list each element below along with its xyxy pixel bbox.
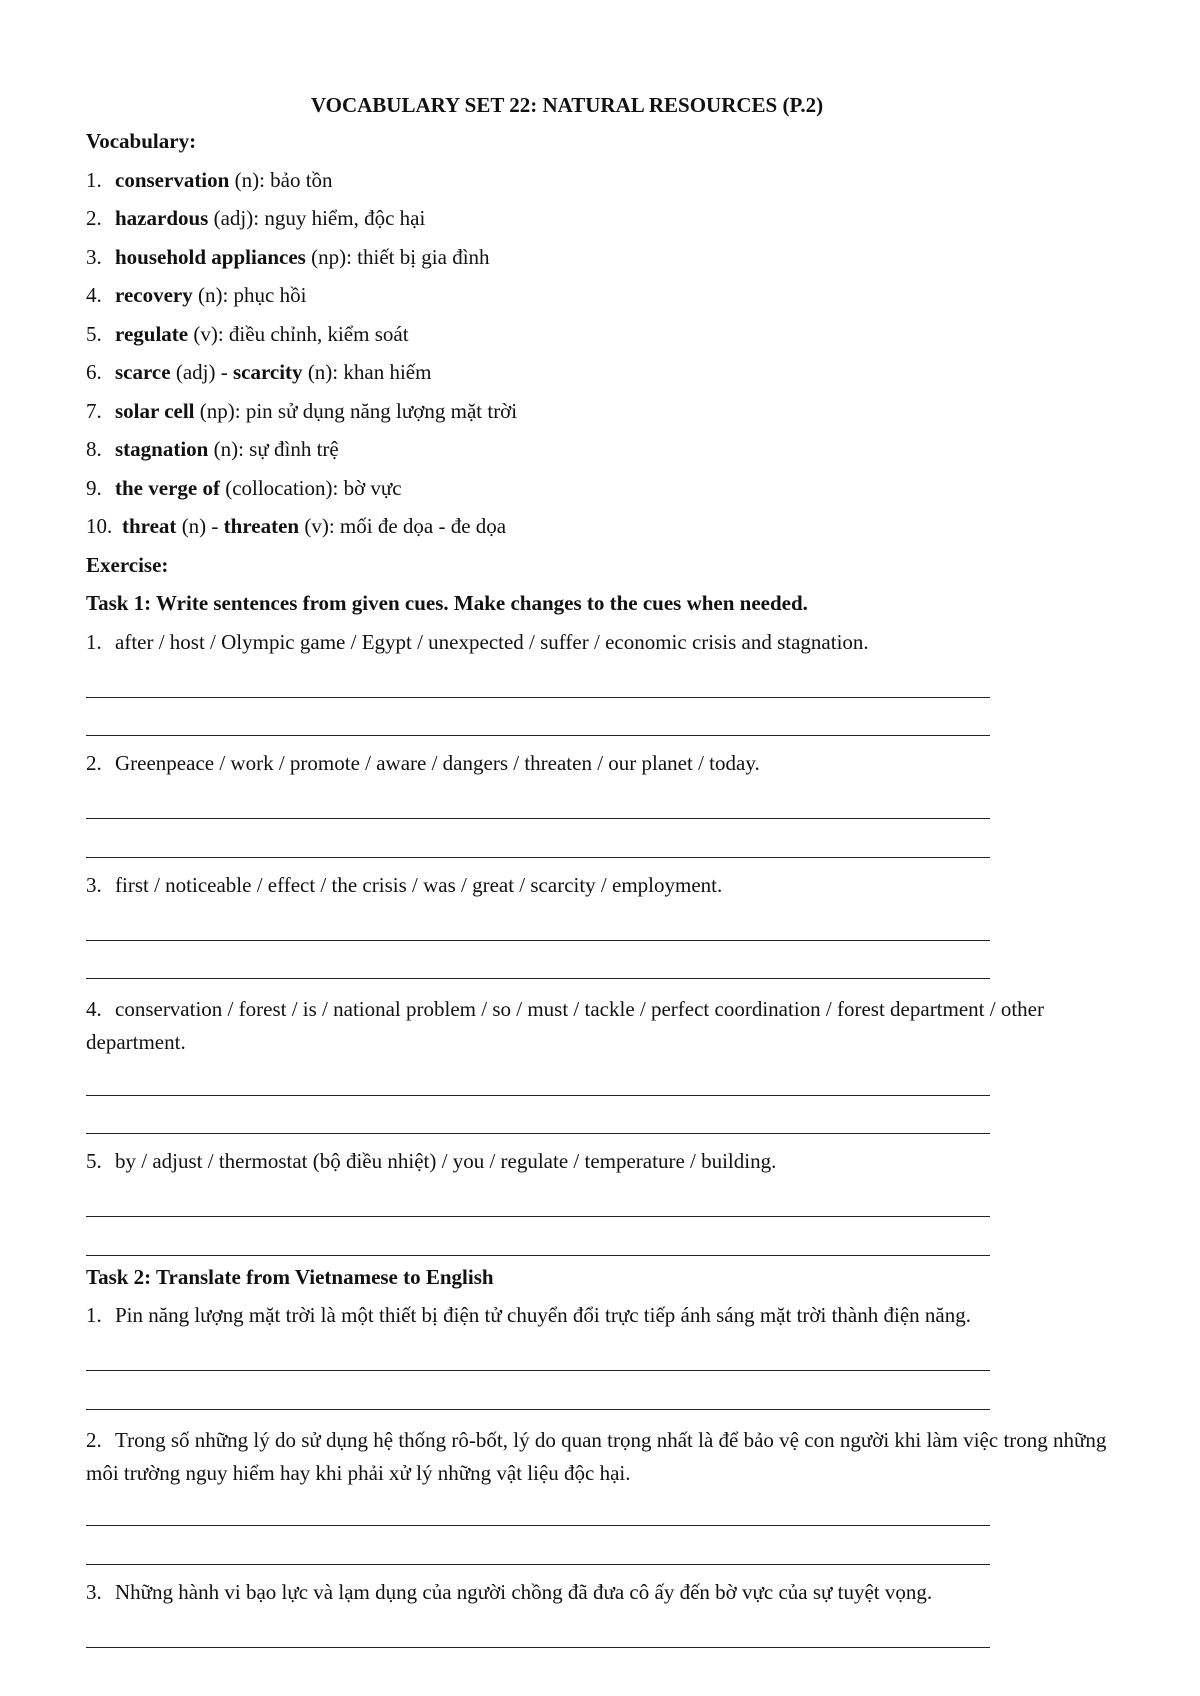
vocab-number: 9. (86, 475, 102, 500)
answer-line[interactable] (86, 1059, 990, 1098)
answer-line[interactable] (86, 904, 990, 943)
item-number: 1. (86, 629, 102, 654)
vocab-definition: (adj) - (170, 360, 233, 384)
vocab-number: 3. (86, 244, 102, 269)
answer-line[interactable] (86, 1181, 990, 1220)
vocab-term: scarcity (232, 360, 303, 384)
vocab-number: 7. (86, 398, 102, 423)
task2-item (86, 1573, 1126, 1650)
answer-line[interactable] (86, 943, 990, 982)
vocab-number: 2. (86, 206, 102, 230)
task2-item (86, 1418, 1126, 1567)
item-sentence: Pin năng lượng mặt trời là một thiết bị điện tử chuyển đổi trực tiếp ánh sáng mặt trời thành điện năng. (115, 1303, 971, 1327)
task1-item (86, 987, 1126, 1136)
item-sentence: Những hành vi bạo lực và lạm dụng của người chồng đã đưa cô ấy đến bờ vực của sự tuyệt vọng. (115, 1579, 933, 1604)
vocab-item (86, 392, 1126, 431)
item-number: 2. (86, 1427, 102, 1452)
item-number: 5. (86, 1149, 102, 1173)
vocab-term: regulate (115, 321, 189, 346)
answer-line[interactable] (86, 1611, 990, 1650)
vocab-item (86, 276, 1126, 315)
vocab-term: threat (122, 514, 177, 538)
vocab-item (86, 469, 1126, 508)
vocabulary-heading: Vocabulary: (86, 129, 197, 153)
answer-line[interactable] (86, 1528, 990, 1567)
vocab-term: scarce (115, 360, 171, 384)
answer-line[interactable] (86, 700, 990, 739)
item-number: 4. (86, 997, 102, 1021)
task1-item (86, 1142, 1126, 1258)
answer-line[interactable] (86, 1335, 990, 1374)
item-sentence: Trong số những lý do sử dụng hệ thống rô-bốt, lý do quan trọng nhất là để bảo vệ con người khi làm việc trong những môi trường nguy hiểm hay khi phải xử lý những vật liệu độc hại. (86, 1427, 1107, 1485)
vocab-term: stagnation (115, 437, 209, 461)
item-cue: first / noticeable / effect / the crisis / was / great / scarcity / employment. (115, 872, 723, 897)
vocab-number: 10. (86, 514, 113, 538)
vocab-number: 5. (86, 321, 102, 346)
vocab-definition: (v): điều chỉnh, kiểm soát (188, 321, 409, 346)
vocab-item (86, 238, 1126, 277)
answer-line[interactable] (86, 783, 990, 822)
vocab-definition: (np): thiết bị gia đình (305, 244, 490, 269)
vocab-number: 4. (86, 283, 102, 307)
vocab-term: recovery (115, 283, 193, 307)
task1-item (86, 866, 1126, 982)
vocab-term: hazardous (115, 206, 209, 230)
task2-heading: Task 2: Translate from Vietnamese to English (86, 1264, 494, 1289)
vocab-number: 1. (86, 167, 102, 192)
task2-item (86, 1296, 1126, 1412)
exercise-heading: Exercise: (86, 552, 169, 577)
vocab-definition: (n): phục hồi (192, 283, 307, 307)
answer-line[interactable] (86, 1098, 990, 1137)
vocab-definition: (v): mối đe dọa - đe dọa (299, 514, 507, 538)
vocab-definition: (n): bảo tồn (229, 167, 333, 192)
item-number: 2. (86, 751, 102, 775)
item-cue: Greenpeace / work / promote / aware / dangers / threaten / our planet / today. (115, 751, 760, 775)
worksheet-page (86, 88, 1126, 1650)
task1-item (86, 623, 1126, 739)
vocabulary-list (86, 161, 1126, 546)
item-number: 3. (86, 1579, 102, 1604)
answer-line[interactable] (86, 661, 990, 700)
vocab-definition: (collocation): bờ vực (219, 475, 402, 500)
answer-line[interactable] (86, 821, 990, 860)
vocab-item (86, 430, 1126, 469)
vocab-definition: (n): sự đình trệ (208, 437, 339, 461)
vocab-item (86, 353, 1126, 392)
item-cue: by / adjust / thermostat (bộ điều nhiệt) / you / regulate / temperature / building. (115, 1149, 777, 1173)
task1-heading: Task 1: Write sentences from given cues. Make changes to the cues when needed. (86, 591, 808, 615)
answer-line[interactable] (86, 1373, 990, 1412)
page-title: VOCABULARY SET 22: NATURAL RESOURCES (P.2) (310, 93, 824, 117)
task1-item (86, 744, 1126, 860)
vocab-definition: (n) - (176, 514, 224, 538)
item-number: 1. (86, 1303, 102, 1327)
answer-line[interactable] (86, 1490, 990, 1529)
vocab-number: 6. (86, 360, 102, 384)
vocab-item (86, 507, 1126, 546)
vocab-definition: (n): khan hiếm (302, 360, 432, 384)
vocab-definition: (adj): nguy hiểm, độc hại (208, 206, 426, 230)
vocab-item (86, 315, 1126, 354)
answer-line[interactable] (86, 1219, 990, 1258)
vocab-term: solar cell (115, 398, 195, 423)
vocab-item (86, 199, 1126, 238)
vocab-item (86, 161, 1126, 200)
vocab-number: 8. (86, 437, 102, 461)
vocab-term: the verge of (115, 475, 220, 500)
vocab-definition: (np): pin sử dụng năng lượng mặt trời (194, 398, 518, 423)
vocab-term: conservation (115, 167, 230, 192)
item-cue: after / host / Olympic game / Egypt / unexpected / suffer / economic crisis and stagnation. (115, 629, 869, 654)
vocab-term: household appliances (115, 244, 306, 269)
item-number: 3. (86, 872, 102, 897)
item-cue: conservation / forest / is / national problem / so / must / tackle / perfect coordination / forest department / other department. (86, 997, 1044, 1054)
vocab-term: threaten (223, 514, 300, 538)
